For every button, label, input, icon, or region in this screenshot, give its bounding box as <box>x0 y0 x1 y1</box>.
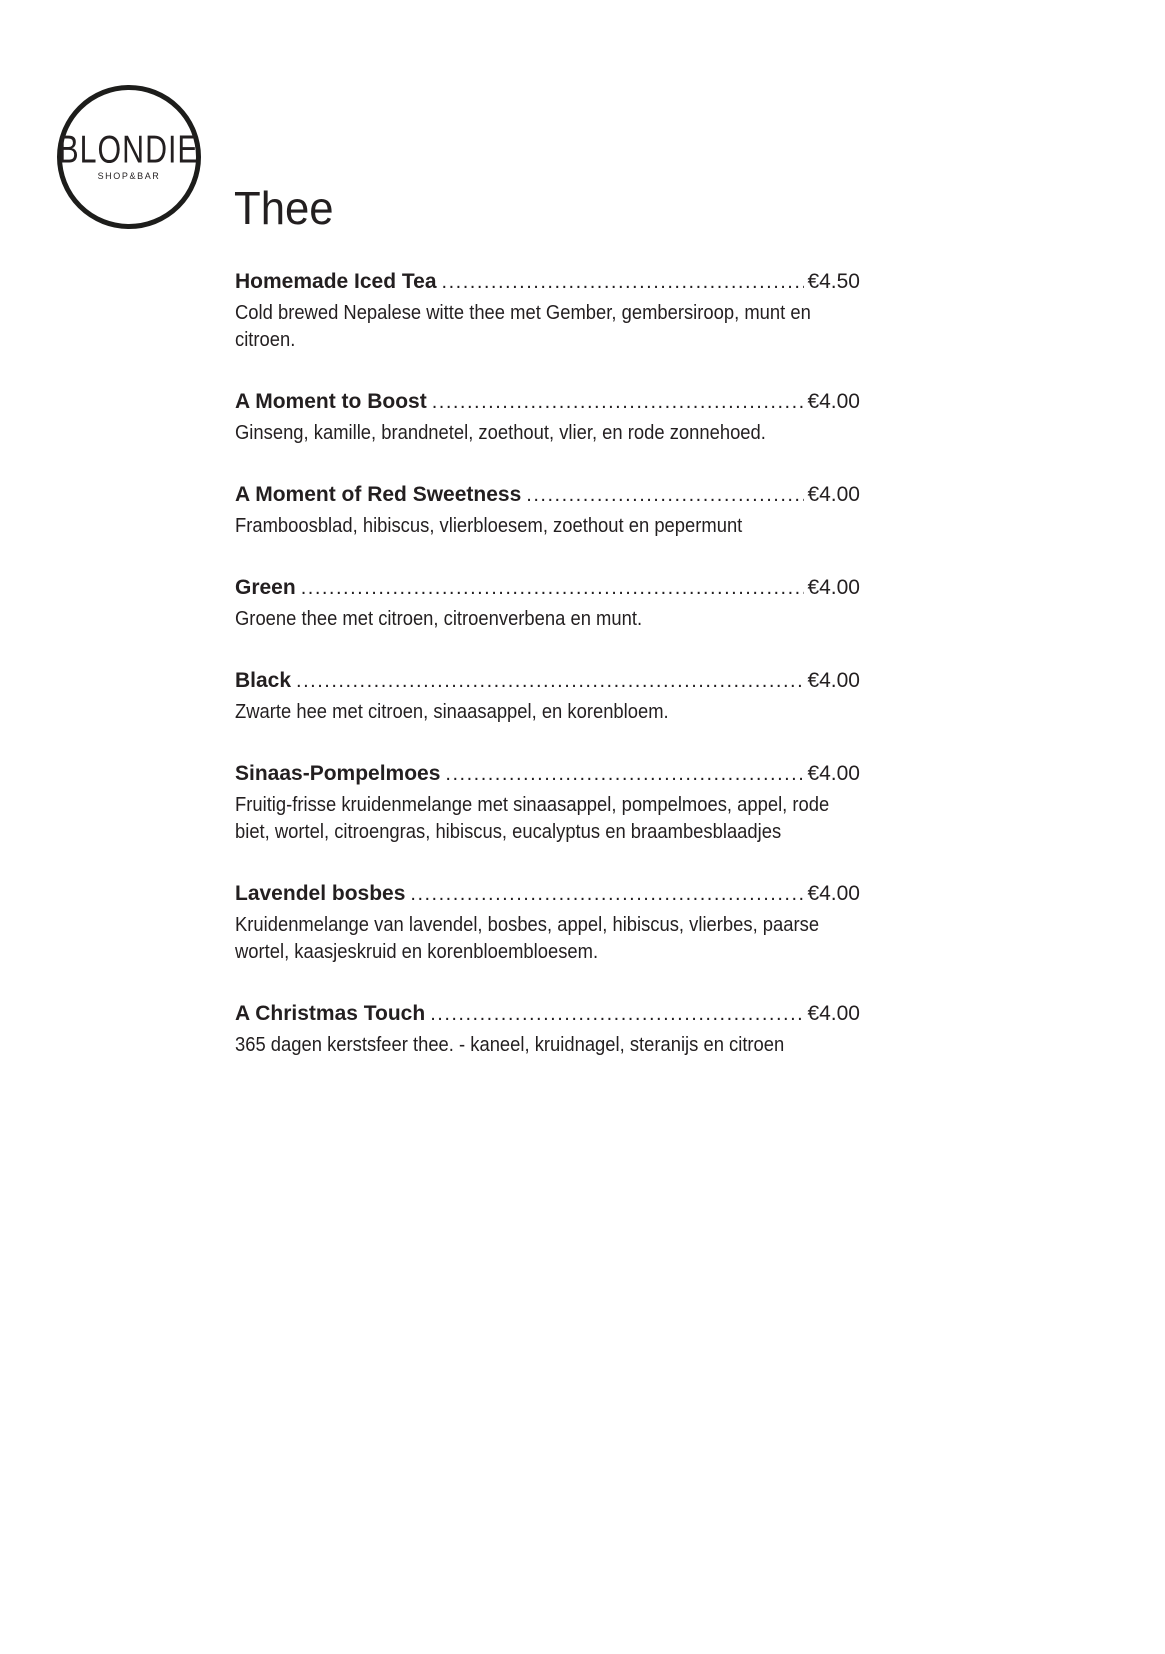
menu-item-row <box>235 667 860 695</box>
dot-leader <box>442 268 805 296</box>
menu-item-row <box>235 268 860 296</box>
dot-leader <box>526 481 804 509</box>
item-name: A Moment of Red Sweetness <box>235 483 522 506</box>
menu-item-row <box>235 481 860 509</box>
item-name: Green <box>235 576 296 599</box>
item-price: €4.00 <box>807 483 860 506</box>
item-price: €4.00 <box>807 762 860 785</box>
dot-leader <box>301 574 805 602</box>
item-price: €4.00 <box>807 669 860 692</box>
dot-leader <box>445 760 804 788</box>
brand-logo <box>57 85 201 229</box>
menu-item <box>235 760 860 846</box>
item-name: Black <box>235 669 292 692</box>
menu-item-row <box>235 1000 860 1028</box>
page-title: Thee <box>234 182 334 234</box>
dot-leader <box>410 880 804 908</box>
item-description: Cold brewed Nepalese witte thee met Gember, gembersiroop, munt en citroen. <box>235 302 811 351</box>
item-name: A Moment to Boost <box>235 390 427 413</box>
menu-item-row <box>235 388 860 416</box>
item-price: €4.50 <box>807 270 860 293</box>
dot-leader <box>432 388 805 416</box>
item-description: Groene thee met citroen, citroenverbena en munt. <box>235 608 643 630</box>
item-price: €4.00 <box>807 882 860 905</box>
item-name: Sinaas-Pompelmoes <box>235 762 441 785</box>
brand-name: BLONDIE <box>58 127 200 171</box>
item-price: €4.00 <box>807 576 860 599</box>
item-description: Framboosblad, hibiscus, vlierbloesem, zoethout en pepermunt <box>235 515 743 537</box>
item-description: Zwarte hee met citroen, sinaasappel, en korenbloem. <box>235 701 669 723</box>
menu-item-row <box>235 574 860 602</box>
menu-list <box>235 268 860 1093</box>
item-description: 365 dagen kerstsfeer thee. - kaneel, kruidnagel, steranijs en citroen <box>235 1034 785 1056</box>
item-price: €4.00 <box>807 390 860 413</box>
menu-item <box>235 268 860 354</box>
item-description: Kruidenmelange van lavendel, bosbes, appel, hibiscus, vlierbes, paarse wortel, kaasjeskruid en korenbloembloesem. <box>235 914 820 963</box>
menu-item <box>235 667 860 726</box>
item-name: Homemade Iced Tea <box>235 270 437 293</box>
item-price: €4.00 <box>807 1002 860 1025</box>
item-description: Fruitig-frisse kruidenmelange met sinaasappel, pompelmoes, appel, rode biet, wortel, citroengras, hibiscus, eucalyptus en braambesblaadjes <box>235 794 830 843</box>
item-name: A Christmas Touch <box>235 1002 426 1025</box>
menu-item <box>235 388 860 447</box>
menu-item <box>235 1000 860 1059</box>
menu-item <box>235 880 860 966</box>
dot-leader <box>430 1000 804 1028</box>
item-description: Ginseng, kamille, brandnetel, zoethout, vlier, en rode zonnehoed. <box>235 422 766 444</box>
menu-item-row <box>235 880 860 908</box>
menu-item <box>235 481 860 540</box>
menu-item <box>235 574 860 633</box>
menu-item-row <box>235 760 860 788</box>
brand-tagline: SHOP&BAR <box>97 170 161 181</box>
dot-leader <box>296 667 804 695</box>
item-name: Lavendel bosbes <box>235 882 406 905</box>
